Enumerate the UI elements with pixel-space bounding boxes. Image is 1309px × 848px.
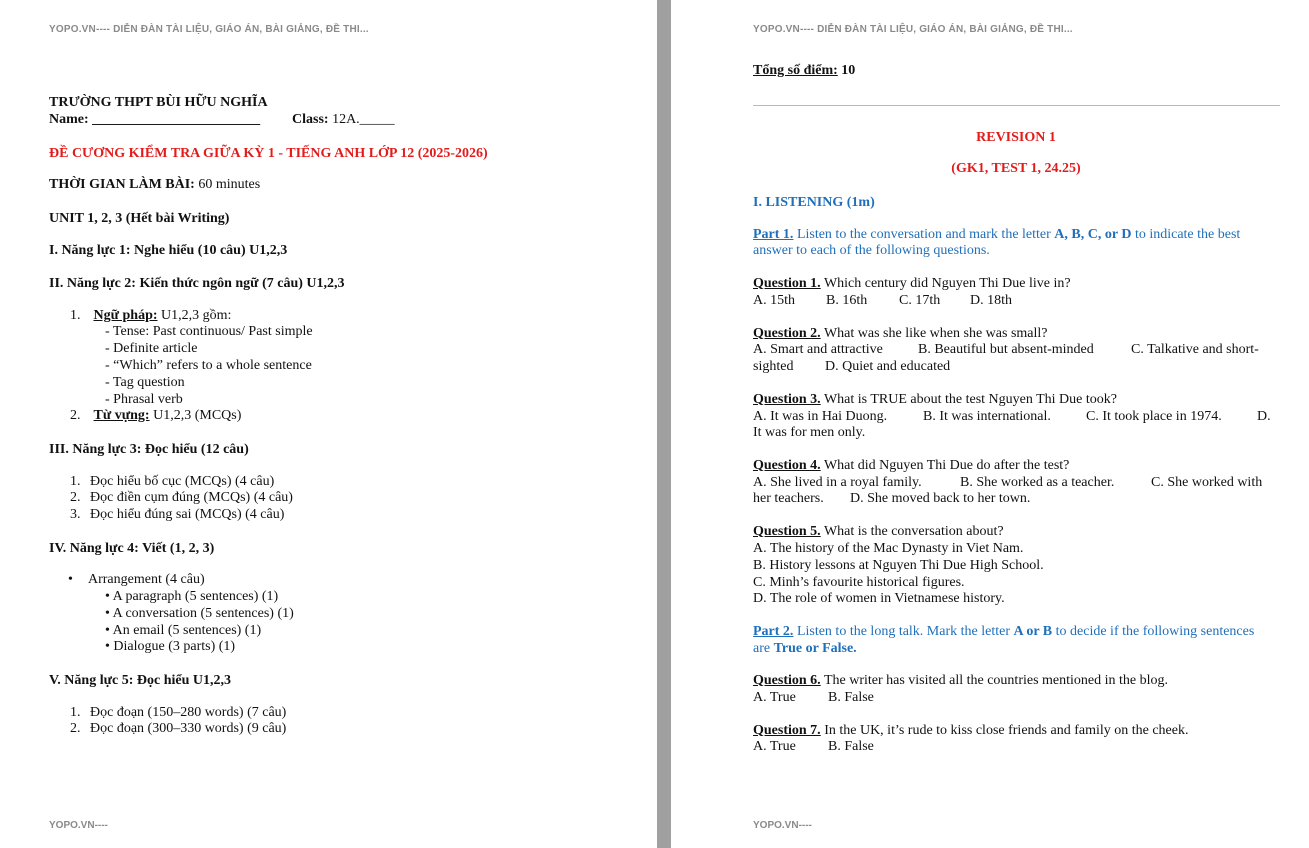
grammar-label: Ngữ pháp: bbox=[93, 308, 158, 323]
part2-instruction: Part 2. Listen to the long talk. Mark the letter A or B to decide if the following sentences bbox=[753, 624, 1255, 639]
name-line bbox=[49, 111, 260, 128]
section-3-heading: III. Năng lực 3: Đọc hiểu (12 câu) bbox=[49, 442, 249, 457]
name-label: Name: bbox=[49, 112, 89, 127]
section-5-heading: V. Năng lực 5: Đọc hiểu U1,2,3 bbox=[49, 673, 231, 688]
section-2-heading: II. Năng lực 2: Kiến thức ngôn ngữ (7 câu) U1,2,3 bbox=[49, 276, 345, 291]
answer-options: sighted D. Quiet and educated bbox=[753, 359, 951, 374]
question-5: Question 5. What is the conversation about? bbox=[753, 524, 1004, 539]
class-value: 12A._____ bbox=[332, 112, 395, 127]
list-item: 1. Đọc hiểu bố cục (MCQs) (4 câu) bbox=[70, 474, 275, 489]
list-number: 2. bbox=[70, 408, 81, 423]
list-item: 2. Đọc điền cụm đúng (MCQs) (4 câu) bbox=[70, 490, 293, 505]
time-line bbox=[49, 176, 260, 193]
answer-option: C. Minh’s favourite historical figures. bbox=[753, 575, 965, 590]
list-item: 1. Đọc đoạn (150–280 words) (7 câu) bbox=[70, 705, 287, 720]
answer-options: her teachers. D. She moved back to her town. bbox=[753, 491, 1031, 506]
document-title: ĐỀ CƯƠNG KIỂM TRA GIỮA KỲ 1 - TIẾNG ANH LỚP 12 (2025-2026) bbox=[49, 146, 488, 161]
page-header: YOPO.VN---- DIỄN ĐÀN TÀI LIỆU, GIÁO ÁN, BÀI GIẢNG, ĐỀ THI... bbox=[753, 24, 1073, 35]
answer-options: A. Smart and attractive B. Beautiful but absent-minded C. Talkative and short- bbox=[753, 342, 1259, 357]
section-4-heading: IV. Năng lực 4: Viết (1, 2, 3) bbox=[49, 541, 215, 556]
page-footer: YOPO.VN---- bbox=[49, 820, 108, 831]
answer-options: A. She lived in a royal family. B. She worked as a teacher. C. She worked with bbox=[753, 475, 1263, 490]
grammar-value: U1,2,3 gồm: bbox=[161, 308, 232, 323]
vocab-label: Từ vựng: bbox=[93, 408, 150, 423]
answer-options: A. True B. False bbox=[753, 690, 874, 705]
grammar-item bbox=[70, 307, 231, 324]
answer-options: A. 15th B. 16th C. 17th D. 18th bbox=[753, 293, 1012, 308]
answer-options: It was for men only. bbox=[753, 425, 866, 440]
sub-bullet: • Dialogue (3 parts) (1) bbox=[105, 639, 236, 654]
question-3: Question 3. What is TRUE about the test Nguyen Thi Due took? bbox=[753, 392, 1117, 407]
time-value: 60 minutes bbox=[198, 177, 261, 192]
list-item: 2. Đọc đoạn (300–330 words) (9 câu) bbox=[70, 721, 287, 736]
part1-instruction-cont: answer to each of the following questions. bbox=[753, 243, 990, 258]
part2-instruction-cont: are True or False. bbox=[753, 641, 857, 656]
bullet-item: • Arrangement (4 câu) bbox=[68, 572, 205, 587]
total-score-label: Tổng số điểm: bbox=[753, 63, 838, 78]
part1-label: Part 1. bbox=[753, 227, 794, 242]
question-7: Question 7. In the UK, it’s rude to kiss close friends and family on the cheek. bbox=[753, 723, 1189, 738]
grammar-point: - Definite article bbox=[105, 341, 198, 356]
page-header: YOPO.VN---- DIỄN ĐÀN TÀI LIỆU, GIÁO ÁN, BÀI GIẢNG, ĐỀ THI... bbox=[49, 24, 369, 35]
answer-option: A. The history of the Mac Dynasty in Viet Nam. bbox=[753, 541, 1024, 556]
sub-bullet: • An email (5 sentences) (1) bbox=[105, 623, 262, 638]
vocab-item bbox=[70, 407, 241, 424]
total-score-value: 10 bbox=[841, 63, 856, 78]
vocab-value: U1,2,3 (MCQs) bbox=[153, 408, 242, 423]
unit-heading: UNIT 1, 2, 3 (Hết bài Writing) bbox=[49, 211, 230, 226]
section-1-heading: I. Năng lực 1: Nghe hiểu (10 câu) U1,2,3 bbox=[49, 243, 288, 258]
grammar-point: - “Which” refers to a whole sentence bbox=[105, 358, 312, 373]
class-label: Class: bbox=[292, 112, 329, 127]
grammar-point: - Tense: Past continuous/ Past simple bbox=[105, 324, 313, 339]
total-score-line bbox=[753, 62, 855, 79]
revision-title: REVISION 1 bbox=[976, 130, 1056, 145]
grammar-point: - Phrasal verb bbox=[105, 392, 183, 407]
answer-options: A. It was in Hai Duong. B. It was international. C. It took place in 1974. D. bbox=[753, 409, 1271, 424]
list-item: 3. Đọc hiểu đúng sai (MCQs) (4 câu) bbox=[70, 507, 285, 522]
divider bbox=[753, 105, 1280, 106]
page-footer: YOPO.VN---- bbox=[753, 820, 812, 831]
part2-label: Part 2. bbox=[753, 624, 794, 639]
question-4: Question 4. What did Nguyen Thi Due do after the test? bbox=[753, 458, 1070, 473]
answer-option: B. History lessons at Nguyen Thi Due High School. bbox=[753, 558, 1044, 573]
sub-bullet: • A conversation (5 sentences) (1) bbox=[105, 606, 294, 621]
document-page-right bbox=[671, 0, 1309, 848]
listening-heading: I. LISTENING (1m) bbox=[753, 195, 875, 210]
part1-instruction: Part 1. Listen to the conversation and mark the letter A, B, C, or D to indicate the best bbox=[753, 227, 1241, 242]
time-label: THỜI GIAN LÀM BÀI: bbox=[49, 177, 195, 192]
school-name: TRƯỜNG THPT BÙI HỮU NGHĨA bbox=[49, 95, 268, 110]
answer-option: D. The role of women in Vietnamese history. bbox=[753, 591, 1005, 606]
question-2: Question 2. What was she like when she was small? bbox=[753, 326, 1048, 341]
question-6: Question 6. The writer has visited all the countries mentioned in the blog. bbox=[753, 673, 1169, 688]
class-line bbox=[292, 111, 395, 128]
answer-options: A. True B. False bbox=[753, 739, 874, 754]
list-number: 1. bbox=[70, 308, 81, 323]
bullet: • bbox=[68, 572, 73, 587]
test-subtitle: (GK1, TEST 1, 24.25) bbox=[951, 161, 1081, 176]
question-1: Question 1. Which century did Nguyen Thi Due live in? bbox=[753, 276, 1071, 291]
name-blank: ________________________ bbox=[92, 112, 261, 127]
grammar-point: - Tag question bbox=[105, 375, 185, 390]
sub-bullet: • A paragraph (5 sentences) (1) bbox=[105, 589, 279, 604]
